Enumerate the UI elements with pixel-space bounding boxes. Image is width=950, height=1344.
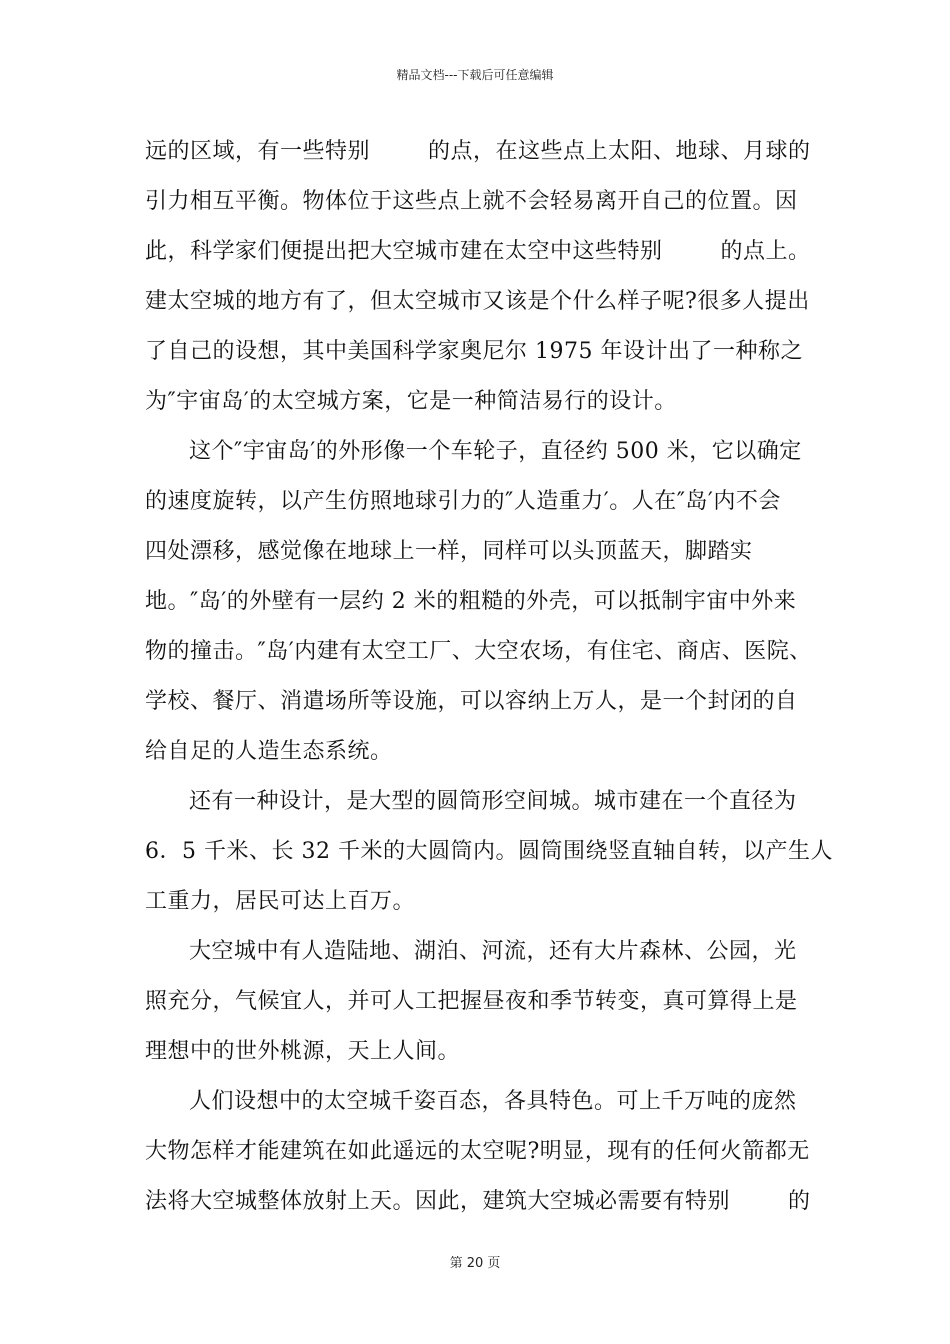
body-line: 给自足的人造生态系统。 (145, 739, 393, 764)
body-line: 的速度旋转，以产生仿照地球引力的″人造重力′。人在″岛′内不会 (145, 489, 781, 514)
text-segment: 的 (788, 1189, 811, 1214)
body-line: 工重力，居民可达上百万。 (145, 889, 416, 914)
body-line: 这个″宇宙岛′的外形像一个车轮子，直径约 500 米，它以确定 (189, 439, 802, 464)
body-line: 地。″岛′的外壁有一层约 2 米的粗糙的外壳，可以抵制宇宙中外来 (145, 589, 797, 614)
body-line (145, 232, 810, 282)
body-line: 6．5 千米、长 32 千米的大圆筒内。圆筒围绕竖直轴自转，以产生人 (145, 839, 833, 864)
body-line: 学校、餐厅、消遣场所等设施，可以容纳上万人，是一个封闭的自 (145, 689, 798, 714)
page-number: 第 20 页 (449, 1256, 501, 1271)
text-segment: 法将大空城整体放射上天。因此，建筑大空城必需要有特别 (145, 1189, 731, 1214)
text-segment: 此，科学家们便提出把大空城市建在太空中这些特别 (145, 239, 663, 264)
body-line: 为″宇宙岛′的太空城方案，它是一种简洁易行的设计。 (145, 389, 677, 414)
body-line: 引力相互平衡。物体位于这些点上就不会轻易离开自己的位置。因 (145, 189, 798, 214)
page-header: 精品文档---下载后可任意编辑 (396, 68, 554, 82)
body-line: 还有一种设计，是大型的圆筒形空间城。城市建在一个直径为 (189, 789, 797, 814)
body-line: 了自己的设想，其中美国科学家奥尼尔 1975 年设计出了一种称之 (145, 339, 803, 364)
body-line: 大物怎样才能建筑在如此遥远的太空呢?明显，现有的任何火箭都无 (145, 1139, 810, 1164)
text-segment: 的点，在这些点上太阳、地球、月球的 (428, 139, 811, 164)
document-body (145, 132, 833, 1232)
body-line (145, 1182, 810, 1232)
body-line: 照充分，气候宜人，并可人工把握昼夜和季节转变，真可算得上是 (145, 989, 798, 1014)
body-line: 大空城中有人造陆地、湖泊、河流，还有大片森林、公园，光 (189, 939, 797, 964)
body-line: 人们设想中的太空城千姿百态，各具特色。可上千万吨的庞然 (189, 1089, 797, 1114)
body-line: 物的撞击。″岛′内建有太空工厂、大空农场，有住宅、商店、医院、 (145, 639, 812, 664)
body-line: 建太空城的地方有了，但太空城市又该是个什么样子呢?很多人提出 (145, 289, 810, 314)
text-segment: 远的区域，有一些特别 (145, 139, 371, 164)
body-line: 四处漂移，感觉像在地球上一样，同样可以头顶蓝天，脚踏实 (145, 539, 753, 564)
body-line: 理想中的世外桃源，天上人间。 (145, 1039, 461, 1064)
text-segment: 的点上。 (720, 239, 811, 264)
body-line (145, 132, 810, 182)
